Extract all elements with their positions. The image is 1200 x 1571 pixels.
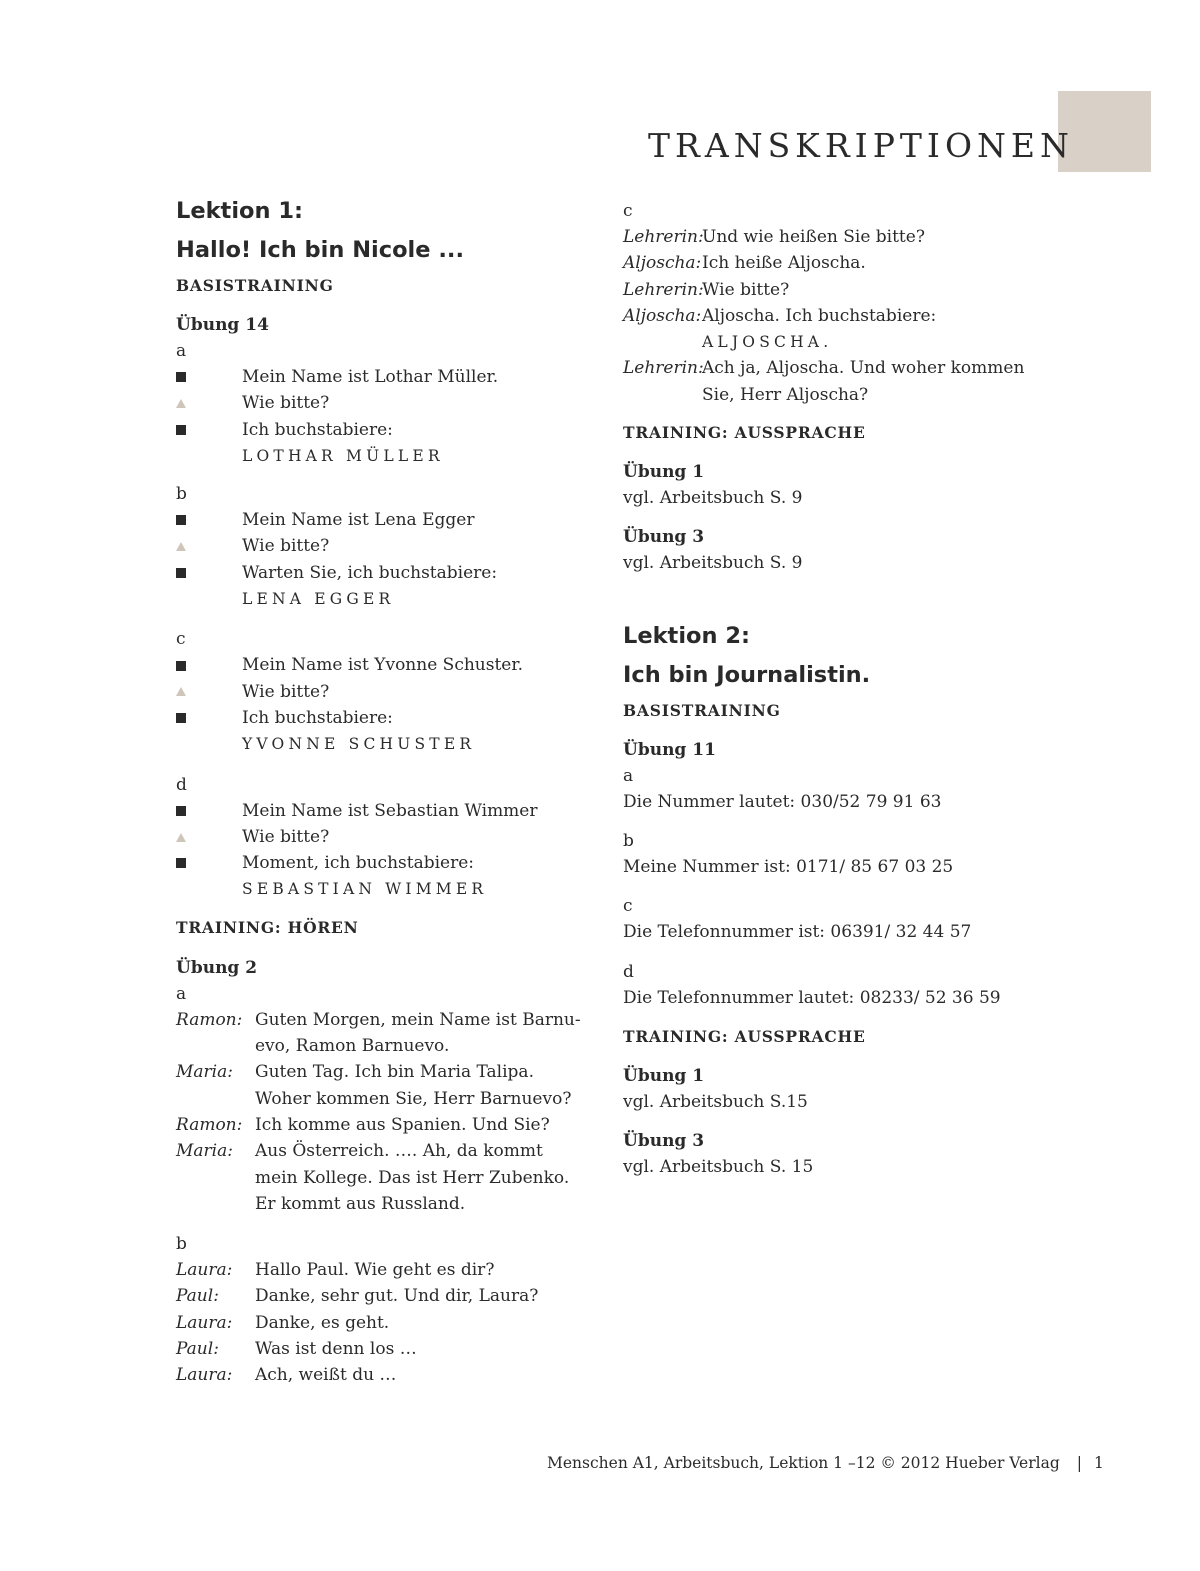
square-bullet-icon — [176, 372, 186, 382]
lesson-2-number: Lektion 2: — [623, 622, 750, 649]
dialog-line: Paul: Was ist denn los … — [176, 1336, 596, 1362]
left-column — [176, 192, 596, 1389]
phone-number-text: Die Nummer lautet: 030/52 79 91 63 — [623, 791, 942, 812]
dialog-line: Aljoscha: Ich heiße Aljoscha. — [623, 250, 1063, 276]
exercise-label-d: d — [176, 774, 187, 795]
dialog-line: mein Kollege. Das ist Herr Zubenko. — [255, 1167, 570, 1188]
section-training-aussprache: TRAINING: AUSSPRACHE — [623, 423, 866, 443]
dialog-line: Wie bitte? — [176, 390, 596, 416]
square-bullet-icon — [176, 515, 186, 525]
dialog-line: Ramon: Guten Morgen, mein Name ist Barnu- — [176, 1007, 596, 1033]
spelled-name: ALJOSCHA. — [702, 333, 833, 352]
speaker: Laura: — [176, 1260, 233, 1281]
dialog-line: Ramon: Ich komme aus Spanien. Und Sie? — [176, 1112, 596, 1138]
spelled-name: LOTHAR MÜLLER — [242, 446, 444, 465]
section-training-aussprache: TRAINING: AUSSPRACHE — [623, 1026, 866, 1046]
speaker: Laura: — [176, 1365, 233, 1386]
reference-text: vgl. Arbeitsbuch S. 15 — [623, 1157, 814, 1178]
dialog-line: Lehrerin: Wie bitte? — [623, 277, 1063, 303]
right-column — [623, 198, 1063, 1180]
lesson-1-title: Hallo! Ich bin Nicole ... — [176, 237, 465, 263]
section-basistraining: BASISTRAINING — [623, 700, 781, 720]
uebung-3-title: Übung 3 — [623, 527, 705, 548]
page-title: TRANSKRIPTIONEN — [648, 126, 1074, 165]
speaker: Maria: — [176, 1062, 233, 1083]
speaker: Lehrerin: — [623, 227, 704, 247]
dialog-line: Laura: Ach, weißt du … — [176, 1362, 596, 1388]
exercise-label-d: d — [623, 961, 634, 982]
dialog-line: Mein Name ist Sebastian Wimmer — [176, 798, 596, 824]
dialog-line: Woher kommen Sie, Herr Barnuevo? — [255, 1088, 572, 1109]
dialog-line: Maria: Guten Tag. Ich bin Maria Talipa. — [176, 1059, 596, 1085]
speaker: Ramon: — [176, 1114, 243, 1135]
footer-source: Menschen A1, Arbeitsbuch, Lektion 1 –12 © 2012 Hueber Verlag — [547, 1454, 1060, 1472]
uebung-2-title: Übung 2 — [176, 957, 258, 978]
dialog-line: Paul: Danke, sehr gut. Und dir, Laura? — [176, 1283, 596, 1309]
dialog-line: Lehrerin: Und wie heißen Sie bitte? — [623, 224, 1063, 250]
speaker: Aljoscha: — [623, 253, 702, 274]
dialog-line: Sie, Herr Aljoscha? — [702, 384, 869, 405]
footer-separator: | — [1076, 1454, 1082, 1472]
exercise-label-b: b — [623, 830, 634, 851]
reference-text: vgl. Arbeitsbuch S. 9 — [623, 553, 803, 574]
square-bullet-icon — [176, 425, 186, 435]
dialog-line: Mein Name ist Lena Egger — [176, 507, 596, 533]
lesson-1-number: Lektion 1: — [176, 198, 303, 224]
dialog-line: Lehrerin: Ach ja, Aljoscha. Und woher kommen — [623, 355, 1063, 381]
speaker: Paul: — [176, 1339, 219, 1360]
exercise-label-b: b — [176, 1234, 187, 1255]
square-bullet-icon — [176, 661, 186, 671]
phone-number-text: Die Telefonnummer ist: 06391/ 32 44 57 — [623, 922, 972, 943]
square-bullet-icon — [176, 713, 186, 723]
exercise-label-a: a — [176, 341, 187, 361]
triangle-bullet-icon — [176, 687, 186, 696]
exercise-label-a: a — [176, 983, 187, 1004]
exercise-label-a: a — [623, 765, 634, 786]
phone-number-text: Die Telefonnummer lautet: 08233/ 52 36 59 — [623, 987, 1001, 1008]
section-basistraining: BASISTRAINING — [176, 276, 334, 295]
spelled-name: LENA EGGER — [242, 590, 395, 609]
dialog-line: Moment, ich buchstabiere: — [176, 850, 596, 876]
phone-number-text: Meine Nummer ist: 0171/ 85 67 03 25 — [623, 856, 954, 877]
speaker: Aljoscha: — [623, 305, 702, 326]
square-bullet-icon — [176, 806, 186, 816]
uebung-14-title: Übung 14 — [176, 315, 269, 335]
dialog-line: Mein Name ist Lothar Müller. — [176, 364, 596, 390]
dialog-line: Ich buchstabiere: — [176, 705, 596, 731]
speaker: Lehrerin: — [623, 358, 704, 379]
dialog-line: Wie bitte? — [176, 679, 596, 705]
spelled-name: YVONNE SCHUSTER — [242, 735, 476, 754]
exercise-label-c: c — [623, 896, 633, 917]
uebung-3-title: Übung 3 — [623, 1131, 705, 1152]
page-footer — [547, 1454, 1104, 1472]
page-number: 1 — [1093, 1454, 1104, 1472]
dialog-line: Warten Sie, ich buchstabiere: — [176, 560, 596, 586]
dialog-line: Laura: Hallo Paul. Wie geht es dir? — [176, 1257, 596, 1283]
section-training-hoeren: TRAINING: HÖREN — [176, 917, 359, 937]
dialog-line: Er kommt aus Russland. — [255, 1193, 466, 1214]
speaker: Lehrerin: — [623, 279, 704, 300]
reference-text: vgl. Arbeitsbuch S. 9 — [623, 488, 803, 509]
triangle-bullet-icon — [176, 833, 186, 842]
dialog-line: evo, Ramon Barnuevo. — [255, 1036, 450, 1057]
uebung-1-title: Übung 1 — [623, 462, 705, 483]
triangle-bullet-icon — [176, 542, 186, 551]
dialog-line: Maria: Aus Österreich. …. Ah, da kommt — [176, 1138, 596, 1164]
reference-text: vgl. Arbeitsbuch S.15 — [623, 1091, 808, 1112]
dialog-line: Ich buchstabiere: — [176, 417, 596, 443]
exercise-label-c: c — [176, 629, 186, 650]
speaker: Paul: — [176, 1286, 219, 1307]
dialog-line: Wie bitte? — [176, 824, 596, 850]
speaker: Maria: — [176, 1141, 233, 1162]
square-bullet-icon — [176, 568, 186, 578]
dialog-line: Laura: Danke, es geht. — [176, 1310, 596, 1336]
uebung-11-title: Übung 11 — [623, 739, 716, 760]
speaker: Laura: — [176, 1312, 233, 1333]
dialog-line: Wie bitte? — [176, 533, 596, 559]
triangle-bullet-icon — [176, 399, 186, 408]
dialog-line: Mein Name ist Yvonne Schuster. — [176, 652, 596, 678]
exercise-label-b: b — [176, 484, 187, 505]
uebung-1-title: Übung 1 — [623, 1065, 705, 1086]
lesson-2-title: Ich bin Journalistin. — [623, 661, 871, 688]
exercise-label-c: c — [623, 201, 633, 221]
spelled-name: SEBASTIAN WIMMER — [242, 880, 488, 899]
dialog-line: Aljoscha: Aljoscha. Ich buchstabiere: — [623, 303, 1063, 329]
speaker: Ramon: — [176, 1009, 243, 1030]
square-bullet-icon — [176, 858, 186, 868]
